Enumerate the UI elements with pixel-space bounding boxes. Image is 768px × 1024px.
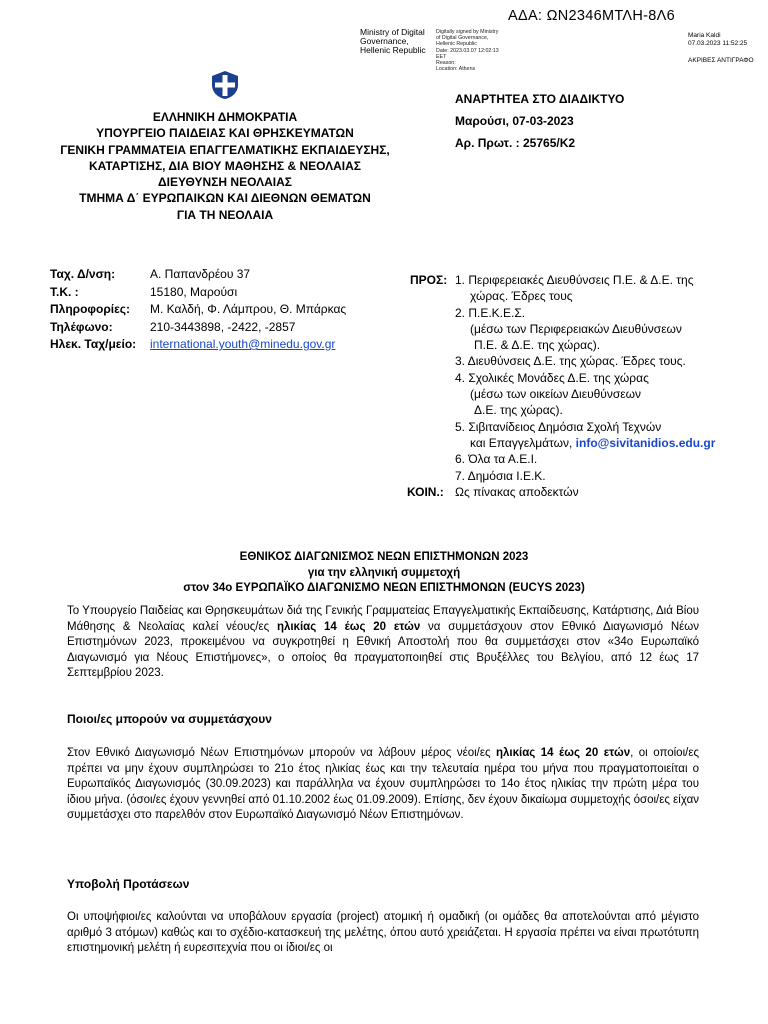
issuer-block: ΕΛΛΗΝΙΚΗ ΔΗΜΟΚΡΑΤΙΑ ΥΠΟΥΡΓΕΙΟ ΠΑΙΔΕΙΑΣ ΚΑΙ ΘΡΗΣΚΕΥΜΑΤΩΝ ΓΕΝΙΚΗ ΓΡΑΜΜΑΤΕΙΑ ΕΠΑΓΓΕΛΜΑΤΙΚΗΣ ΕΚΠΑΙΔΕΥΣΗΣ, ΚΑΤΑΡΤΙΣΗΣ, ΔΙΑ ΒΙΟΥ ΜΑΘΗΣΗΣ & ΝΕΟΛΑΙΑΣ ΔΙΕΥΘΥΝΣΗ ΝΕΟΛΑΙΑΣ ΤΜΗΜΑ Δ΄ ΕΥΡΩΠΑΙΚΩΝ ΚΑΙ ΔΙΕΘΝΩΝ ΘΕΜΑΤΩΝ ΓΙΑ ΤΗ ΝΕΟΛΑΙΑ bbox=[60, 110, 390, 222]
section-heading-eligibility: Ποιοι/ες μπορούν να συμμετάσχουν bbox=[67, 712, 272, 726]
postcode-row: Τ.Κ. : 15180, Μαρούσι bbox=[50, 284, 238, 299]
email-link[interactable]: international.youth@minedu.gov.gr bbox=[150, 337, 336, 351]
post-online-label: ΑΝΑΡΤΗΤΕΑ ΣΤΟ ΔΙΑΔΙΚΤΥΟ bbox=[455, 92, 625, 106]
signer-date: 07.03.2023 11:52:25 bbox=[688, 40, 748, 47]
ada-code: ΑΔΑ: ΩΝ2346ΜΤΛΗ-8Λ6 bbox=[508, 8, 676, 24]
signature-details: Digitally signed by Ministry of Digital Governance, Hellenic Republic Date: 2023.03.07 12:02:13 EET Reason: Location: Athens bbox=[436, 29, 499, 73]
place-date: Μαρούσι, 07-03-2023 bbox=[455, 114, 574, 128]
info-row: Πληροφορίες: Μ. Καλδή, Φ. Λάμπρου, Θ. Μπάρκας bbox=[50, 302, 347, 316]
document-title: ΕΘΝΙΚΟΣ ΔΙΑΓΩΝΙΣΜΟΣ ΝΕΩΝ ΕΠΙΣΤΗΜΟΝΩΝ 2023 για την ελληνική συμμετοχή στον 34ο ΕΥΡΩΠΑΪΚΟ ΔΙΑΓΩΝΙΣΜΟ ΝΕΩΝ ΕΠΙΣΤΗΜΟΝΩΝ (EUCYS 2023) bbox=[183, 551, 585, 594]
sivitanidios-email-link[interactable]: info@sivitanidios.edu.gr bbox=[575, 435, 716, 450]
recipients-block: ΠΡΟΣ: 1. Περιφερειακές Διευθύνσεις Π.Ε. & Δ.Ε. της χώρας. Έδρες τους 2. Π.Ε.Κ.Ε.Σ. (μέσω των Περιφερειακών Διευθύνσεων Π.Ε. & Δ.Ε. της χώρας). 3. Διευθύνσεις Δ.Ε. της χώρας. Έδρες τους. 4. Σχολικές Μονάδες Δ.Ε. της χώρας (μέσω των οικείων Διευθύνσεων Δ.Ε. της χώρας). 5. Σιβιτανίδειος Δημόσια Σχολή Τεχνών και Επαγγελμάτων, info@sivitanidios.edu.gr 6. Όλα τα Α.Ε.Ι. 7. Δημόσια Ι.Ε.Κ. ΚΟΙΝ.: Ως πίνακας αποδεκτών bbox=[407, 273, 716, 499]
signer-name: Maria Kaldi bbox=[688, 32, 721, 39]
email-row: Ηλεκ. Ταχ/μείο: international.youth@minedu.gov.gr bbox=[50, 336, 346, 354]
contact-details bbox=[50, 266, 346, 354]
publication-info bbox=[455, 88, 624, 154]
section-heading-submission: Υποβολή Προτάσεων bbox=[67, 877, 190, 891]
signature-person bbox=[688, 32, 747, 48]
signature-ministry: Ministry of Digital Governance, Hellenic Republic bbox=[360, 27, 426, 55]
greek-emblem-icon bbox=[210, 70, 240, 100]
protocol-number: Αρ. Πρωτ. : 25765/Κ2 bbox=[455, 136, 576, 150]
phone-row: Τηλέφωνο: 210-3443898, -2422, -2857 bbox=[50, 319, 296, 334]
address-row: Ταχ. Δ/νση: Α. Παπανδρέου 37 bbox=[50, 267, 251, 281]
true-copy-label: ΑΚΡΙΒΕΣ ΑΝΤΙΓΡΑΦΟ bbox=[688, 57, 754, 64]
eligibility-paragraph: Στον Εθνικό Διαγωνισμό Νέων Επιστημόνων μπορούν να λάβουν μέρος νέοι/ες ηλικίας 14 έως 20 ετών, οι οποίοι/ες πρέπει να μην έχουν συμπληρώσει το 21ο έτος ηλικίας έως και την τελευταία ημέρα του μήνα που πραγματοποιείται ο Ευρωπαϊκός Διαγωνισμός (30.09.2023) και παράλληλα να έχουν συμπληρώσει το 14ο έτος ηλικίας την πρώτη μέρα του ίδιου μήνα. (όσοι/ες έχουν γεννηθεί από 01.10.2002 έως 01.09.2009). Επίσης, δεν έχουν δικαίωμα συμμετοχής όσοι/ες είχαν συμμετάσχει στο παρελθόν στον Ευρωπαϊκό Διαγωνισμό Νέων Επιστημόνων. bbox=[67, 747, 699, 822]
submission-paragraph: Οι υποψήφιοι/ες καλούνται να υποβάλουν εργασία (project) ατομική ή ομαδική (οι ομάδες θα αποτελούνται από μέγιστο αριθμό 3 ατόμων) καθώς και το σχέδιο-κατασκευή της μελέτης, όπου αυτό χρειάζεται. Η εργασία πρέπει να είναι πρωτότυπη επιστημονική μελέτη ή ευρεσιτεχνία που οι ίδιοι/ες οι bbox=[67, 911, 699, 955]
intro-paragraph: Το Υπουργείο Παιδείας και Θρησκευμάτων διά της Γενικής Γραμματείας Επαγγελματικής Εκπαίδευσης, Κατάρτισης, Διά Βίου Μάθησης & Νεολαίας καλεί νέους/ες ηλικίας 14 έως 20 ετών να συμμετάσχουν στον Εθνικό Διαγωνισμό Νέων Επιστημόνων 2023, προκειμένου να συγκροτηθεί η Εθνική Αποστολή που θα συμμετάσχει στον «34ο Ευρωπαϊκό Διαγωνισμό για Νέους Επιστήμονες», ο οποίος θα πραγματοποιηθεί στις Βρυξέλλες του Βελγίου, από 12 έως 17 Σεπτεμβρίου 2023. bbox=[67, 605, 700, 680]
